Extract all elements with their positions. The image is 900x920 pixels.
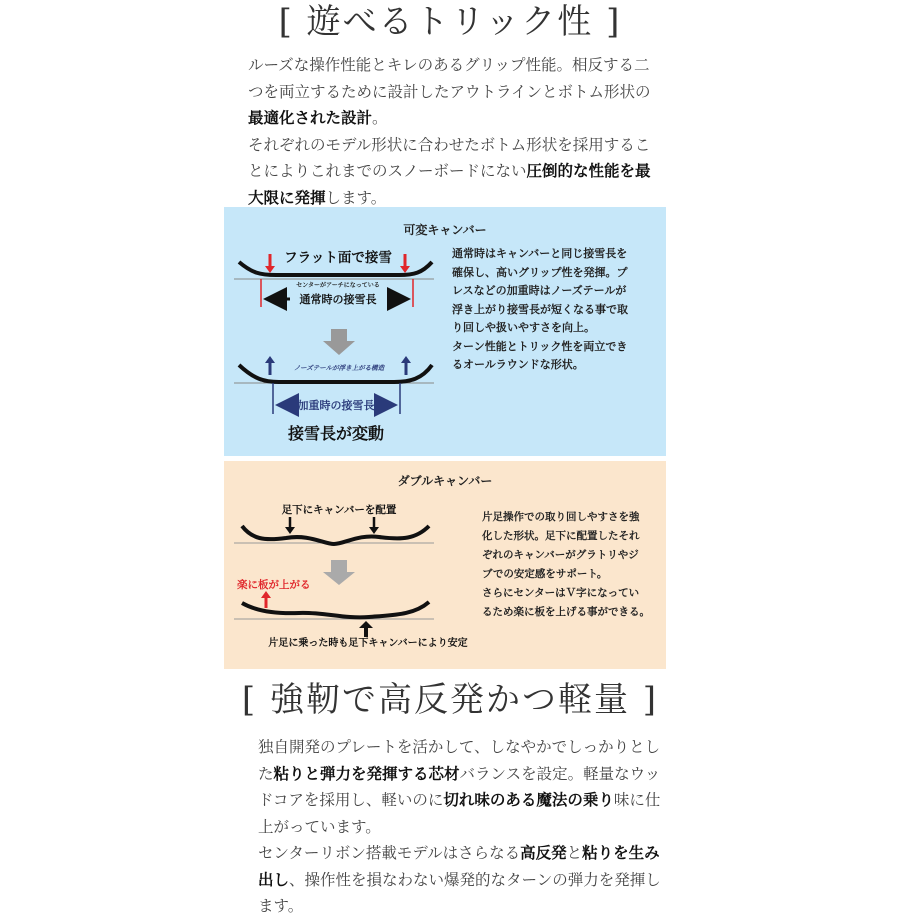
paragraph-line <box>248 132 668 159</box>
description-line: 確保し、高いグリップ性を発揮。プ <box>452 265 628 279</box>
arch-label: センターがアーチになっている <box>296 282 380 289</box>
body-text: ルーズな操作性能とキレのあるグリップ性能。相反する二 <box>248 56 650 74</box>
emphasis-text: 最適化された設計 <box>248 108 373 127</box>
lifted-board-profile <box>242 602 429 617</box>
paragraph-line <box>258 761 663 788</box>
transition-arrow-icon <box>331 560 347 572</box>
section-heading-trick: [ 遊べるトリック性 ] <box>278 2 622 42</box>
body-text: センターリボン搭載モデルはさらなる <box>258 844 521 862</box>
body-text: 上がっています。 <box>258 817 381 836</box>
flat-label: フラット面で接雪 <box>284 250 392 266</box>
up-arrow-icon <box>265 356 275 363</box>
emphasis-text: 出し <box>258 869 290 889</box>
change-label: 接雪長が変動 <box>287 424 385 443</box>
emphasis-text: 高反発 <box>520 843 567 862</box>
description-line: ターン性能とトリック性を両立でき <box>452 339 628 353</box>
body-text: 。 <box>372 109 388 127</box>
panel-title: 可変キャンバー <box>403 223 487 237</box>
section-heading-strong: [ 強靭で高反発かつ軽量 ] <box>241 680 659 720</box>
paragraph-line <box>258 893 663 920</box>
description-line: るため楽に板を上げる事ができる。 <box>482 606 650 618</box>
paragraph-line <box>258 814 663 841</box>
emphasis-text: 圧倒的な性能を最 <box>526 161 651 180</box>
variable-camber-panel <box>224 207 666 456</box>
lift-label: 楽に板が上がる <box>237 579 311 591</box>
camber-label: 足下にキャンバーを配置 <box>281 504 397 516</box>
body-text: します。 <box>325 188 387 207</box>
description-line: さらにセンターはＶ字になってい <box>482 587 640 599</box>
transition-arrow-icon <box>323 572 355 585</box>
section-paragraph-strong <box>258 734 663 920</box>
description-line: レスなどの加重時はノーズテールが <box>452 284 627 297</box>
body-text: 、操作性を損なわない爆発的なターンの弾力を発揮し <box>289 870 661 889</box>
section-paragraph-trick <box>248 52 668 211</box>
down-arrow-icon <box>265 266 275 273</box>
emphasis-text: 粘りを生み <box>582 843 660 862</box>
paragraph-line <box>258 840 663 867</box>
up-arrow-icon <box>401 356 411 363</box>
body-text: それぞれのモデル形状に合わせたボトム形状を採用するこ <box>248 135 651 154</box>
body-text: 独自開発のプレートを活かして、しなやかでしっかりとし <box>258 738 661 756</box>
paragraph-line <box>258 867 663 894</box>
description-line: ぞれのキャンバーがグラトリやジ <box>482 549 639 561</box>
body-text: た <box>258 764 274 783</box>
down-arrow-icon <box>400 266 410 273</box>
body-text: ドコアを採用し、軽いのに <box>258 791 444 809</box>
up-arrow-icon <box>261 591 271 598</box>
transition-arrow-icon <box>323 341 355 355</box>
normal-length-label: 通常時の接雪長 <box>299 293 377 306</box>
paragraph-line <box>248 158 668 185</box>
down-arrow-icon <box>285 527 295 534</box>
stable-label: 片足に乗った時も足下キャンバーにより安定 <box>268 638 468 649</box>
panel-title: ダブルキャンバー <box>397 474 493 488</box>
emphasis-text: 粘りと弾力を発揮する芯材 <box>273 763 460 783</box>
double-board-profile <box>242 526 429 544</box>
loaded-length-label: 加重時の接雪長 <box>297 399 375 412</box>
paragraph-line <box>248 52 668 79</box>
up-arrow-icon <box>359 621 373 628</box>
transition-arrow-icon <box>331 329 347 341</box>
emphasis-text: 切れ味のある魔法の乗り <box>443 790 614 809</box>
body-text: と <box>566 844 583 862</box>
description-line: 片足操作での取り回しやすさを強 <box>482 511 640 523</box>
body-text: とによりこれまでのスノーボードにない <box>248 162 527 180</box>
description-line: り回しや扱いやすさを向上。 <box>452 321 595 334</box>
description-line: ブでの安定感をサポート。 <box>482 568 608 580</box>
description-line: 浮き上がり接雪長が短くなる事で取 <box>452 302 628 316</box>
emphasis-text: 大限に発揮 <box>248 187 326 207</box>
variable-camber-description <box>452 245 628 375</box>
body-text: バランスを設定。軽量なウッ <box>459 764 661 783</box>
double-camber-description <box>482 508 650 622</box>
description-line: 通常時はキャンバーと同じ接雪長を <box>452 247 628 260</box>
paragraph-line <box>258 734 663 761</box>
paragraph-line <box>258 787 663 814</box>
paragraph-line <box>248 79 668 106</box>
lift-label: ノーズテールが浮き上がる構造 <box>293 364 385 372</box>
description-line: るオールラウンドな形状。 <box>452 358 584 371</box>
description-line: 化した形状。足下に配置したそれ <box>482 530 640 542</box>
body-text: 味に仕 <box>613 791 661 809</box>
body-text: ます。 <box>258 897 304 915</box>
down-arrow-icon <box>369 527 379 534</box>
body-text: つを両立するために設計したアウトラインとボトム形状の <box>248 82 651 101</box>
paragraph-line <box>248 105 668 132</box>
double-camber-panel <box>224 461 666 669</box>
